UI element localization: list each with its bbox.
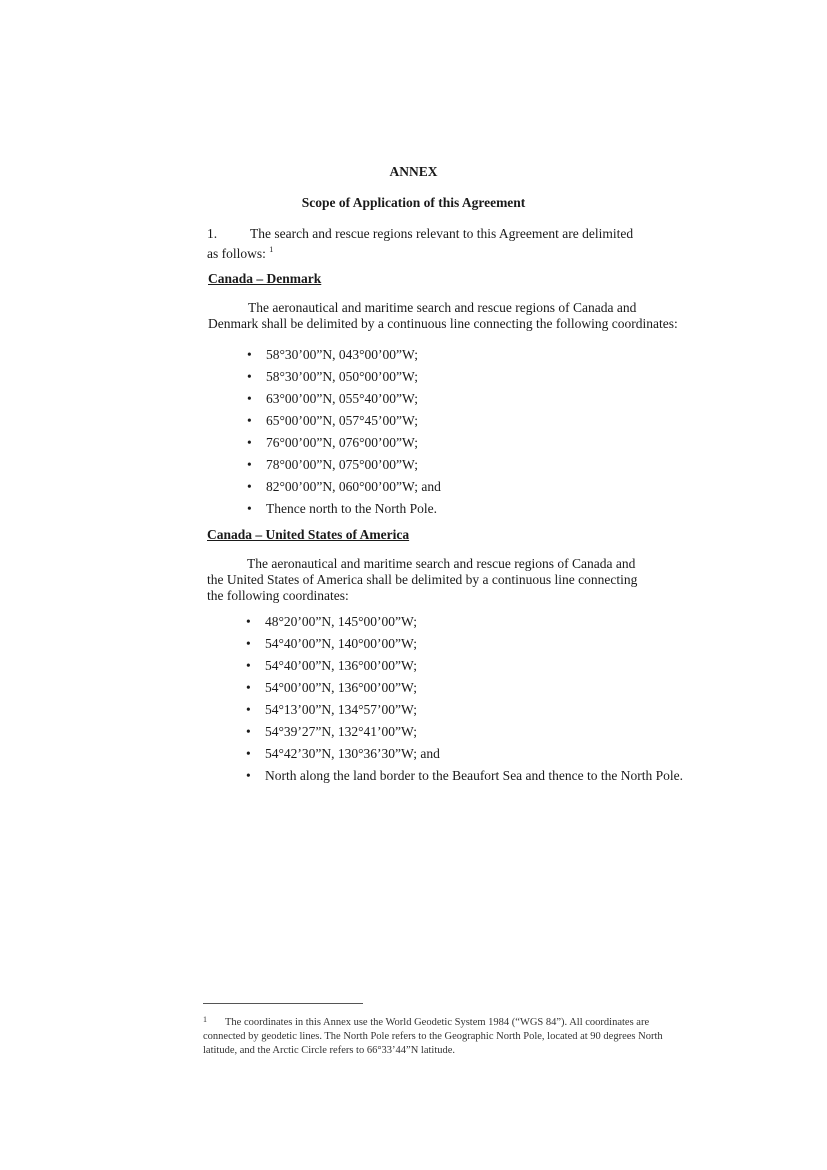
- bullet-icon: •: [247, 413, 252, 428]
- list-item: [246, 702, 683, 724]
- bullet-icon: •: [247, 501, 252, 516]
- coordinate-text: 54°00’00”N, 136°00’00”W;: [265, 680, 418, 695]
- annex-subtitle: Scope of Application of this Agreement: [301, 195, 526, 210]
- coordinate-list-canada-usa: [246, 614, 683, 790]
- coordinate-text: 54°13’00”N, 134°57’00”W;: [265, 702, 418, 717]
- paragraph-number: 1.: [207, 226, 218, 241]
- list-item: [247, 391, 441, 413]
- bullet-icon: •: [246, 768, 251, 783]
- coordinate-text: 54°40’00”N, 140°00’00”W;: [265, 636, 418, 651]
- coordinate-text: North along the land border to the Beaufort Sea and thence to the North Pole.: [265, 768, 684, 783]
- section-intro-canada-usa: The aeronautical and maritime search and rescue regions of Canada and the United States of America shall be delimited by a continuous line connecting the following coordinates:: [207, 556, 638, 603]
- list-item: [246, 768, 683, 790]
- list-item: [246, 746, 683, 768]
- list-item: [246, 680, 683, 702]
- bullet-icon: •: [247, 391, 252, 406]
- list-item: [247, 501, 441, 523]
- annex-title: ANNEX: [389, 164, 438, 179]
- coordinate-text: 54°42’30”N, 130°36’30”W; and: [265, 746, 440, 761]
- coordinate-text: 48°20’00”N, 145°00’00”W;: [265, 614, 418, 629]
- bullet-icon: •: [247, 347, 252, 362]
- list-item: [246, 658, 683, 680]
- list-item: [246, 636, 683, 658]
- bullet-icon: •: [246, 680, 251, 695]
- coordinate-text: 65°00’00”N, 057°45’00”W;: [266, 413, 419, 428]
- bullet-icon: •: [246, 724, 251, 739]
- coordinate-text: 82°00’00”N, 060°00’00”W; and: [266, 479, 441, 494]
- section-intro-canada-denmark: The aeronautical and maritime search and rescue regions of Canada and Denmark shall be delimited by a continuous line connecting the following coordinates:: [208, 300, 678, 331]
- list-item: [246, 724, 683, 746]
- footnote-reference: 1: [269, 245, 274, 254]
- footnote: [203, 1013, 683, 1058]
- bullet-icon: •: [246, 636, 251, 651]
- bullet-icon: •: [247, 369, 252, 384]
- list-item: [247, 413, 441, 435]
- footnote-number: 1: [203, 1015, 207, 1024]
- bullet-icon: •: [246, 702, 251, 717]
- bullet-icon: •: [246, 746, 251, 761]
- paragraph-text: The search and rescue regions relevant to this Agreement are delimited as follows:: [207, 226, 634, 261]
- bullet-icon: •: [246, 658, 251, 673]
- list-item: [247, 347, 441, 369]
- list-item: [247, 369, 441, 391]
- paragraph-1: [207, 226, 647, 262]
- footnote-text: The coordinates in this Annex use the World Geodetic System 1984 (“WGS 84”). All coordinates are connected by geodetic lines. The North Pole refers to the Geographic North Pole, located at 90 degrees North latitude, and the Arctic Circle refers to 66°33’44”N latitude.: [203, 1017, 663, 1056]
- bullet-icon: •: [247, 435, 252, 450]
- coordinate-text: Thence north to the North Pole.: [266, 501, 437, 516]
- coordinate-text: 58°30’00”N, 050°00’00”W;: [266, 369, 419, 384]
- coordinate-text: 58°30’00”N, 043°00’00”W;: [266, 347, 419, 362]
- list-item: [247, 479, 441, 501]
- coordinate-text: 78°00’00”N, 075°00’00”W;: [266, 457, 419, 472]
- coordinate-list-canada-denmark: [247, 347, 441, 523]
- coordinate-text: 54°39’27”N, 132°41’00”W;: [265, 724, 418, 739]
- coordinate-text: 54°40’00”N, 136°00’00”W;: [265, 658, 418, 673]
- section-heading-canada-denmark: Canada – Denmark: [208, 271, 322, 286]
- bullet-icon: •: [246, 614, 251, 629]
- footnote-divider: [203, 1003, 363, 1004]
- coordinate-text: 63°00’00”N, 055°40’00”W;: [266, 391, 419, 406]
- bullet-icon: •: [247, 457, 252, 472]
- bullet-icon: •: [247, 479, 252, 494]
- list-item: [247, 457, 441, 479]
- list-item: [246, 614, 683, 636]
- coordinate-text: 76°00’00”N, 076°00’00”W;: [266, 435, 419, 450]
- section-heading-canada-usa: Canada – United States of America: [207, 527, 410, 542]
- list-item: [247, 435, 441, 457]
